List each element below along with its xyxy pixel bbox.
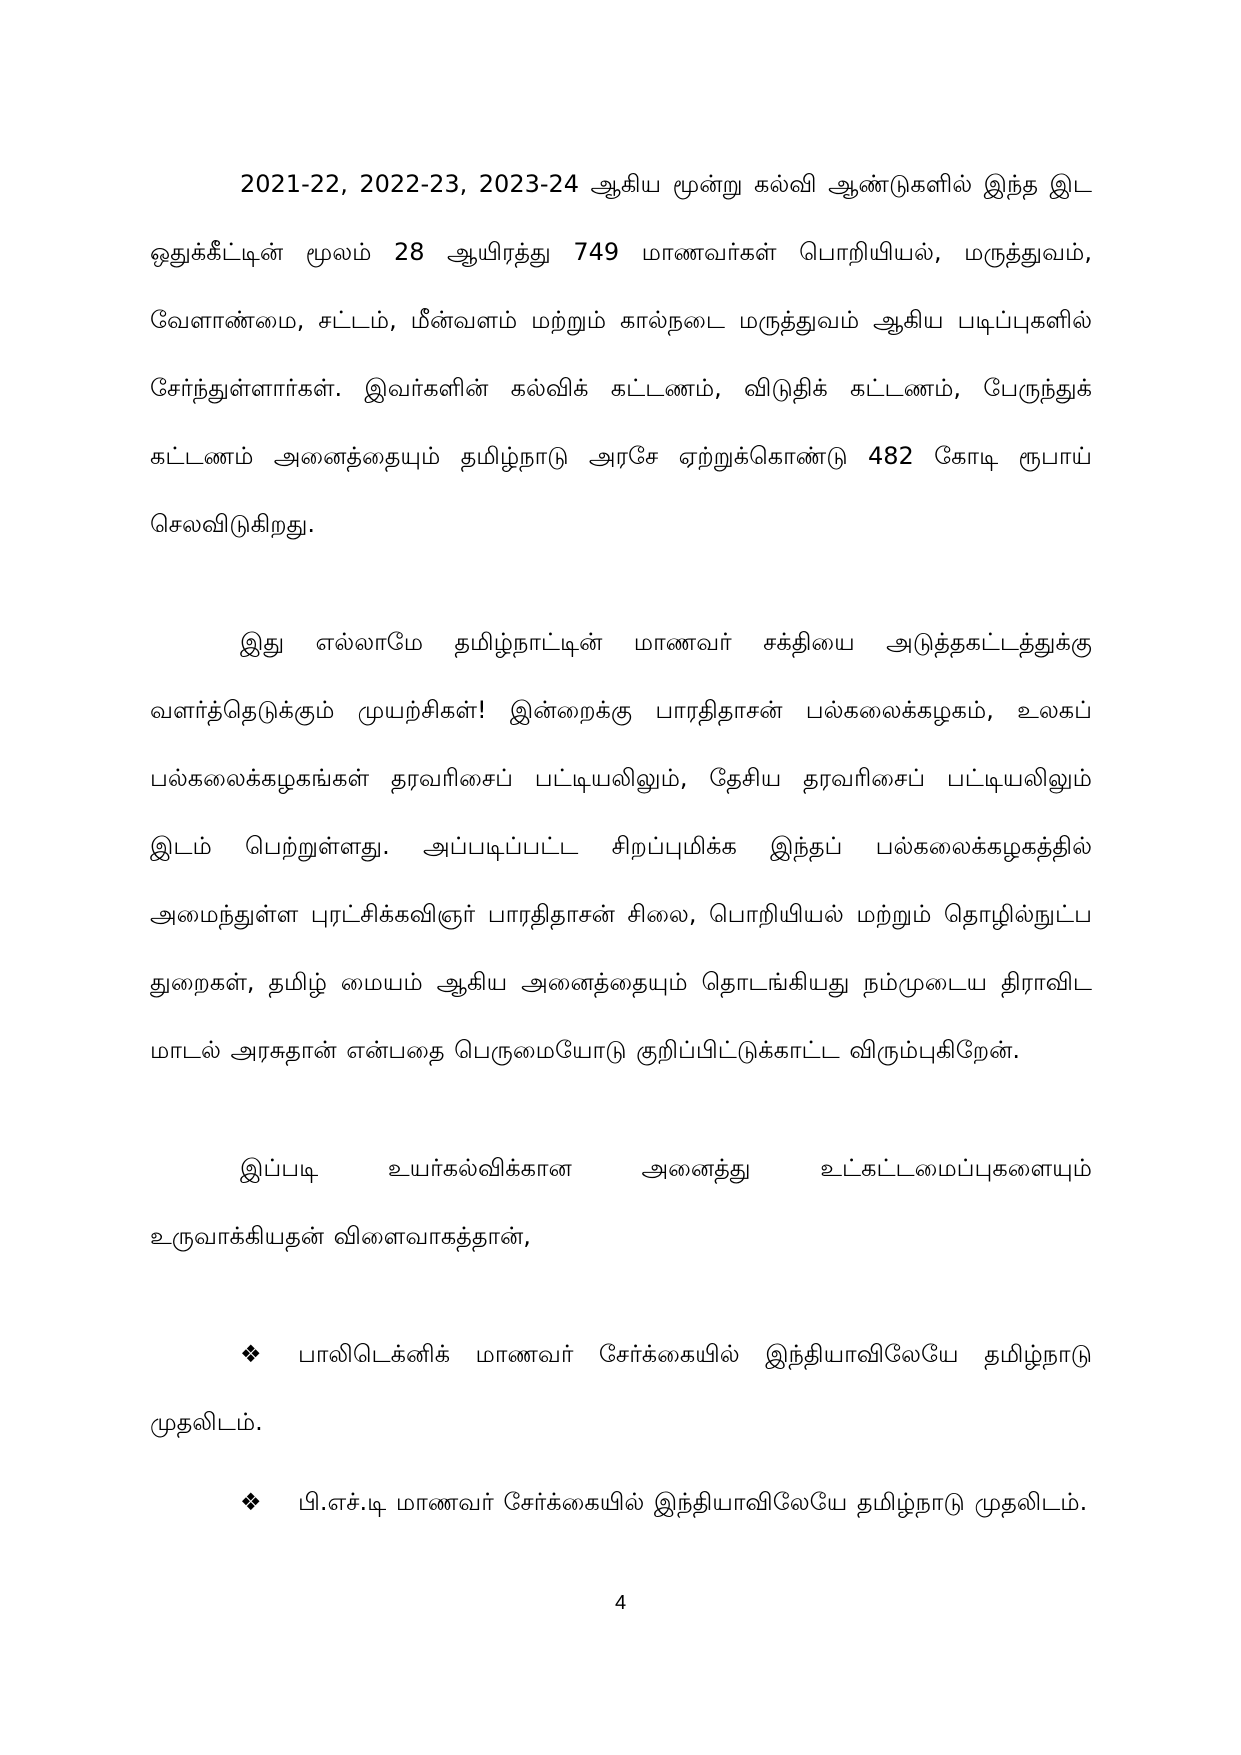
bullet-text-1: பாலிடெக்னிக் மாணவர் சேர்க்கையில் இந்தியாவிலேயே தமிழ்நாடு முதலிடம். <box>150 1340 1092 1436</box>
paragraph-3: இப்படி உயர்கல்விக்கான அனைத்து உட்கட்டமைப்புகளையும் உருவாக்கியதன் விளைவாகத்தான், <box>150 1154 1092 1250</box>
bullet-item-2 <box>150 1468 1092 1536</box>
document-body <box>150 150 1092 1548</box>
paragraph-1: 2021-22, 2022-23, 2023-24 ஆகிய மூன்று கல்வி ஆண்டுகளில் இந்த இட ஒதுக்கீட்டின் மூலம் 28 ஆயிரத்து 749 மாணவர்கள் பொறியியல், மருத்துவம், வேளாண்மை, சட்டம், மீன்வளம் மற்றும் கால்நடை மருத்துவம் ஆகிய படிப்புகளில் சேர்ந்துள்ளார்கள். இவர்களின் கல்விக் கட்டணம், விடுதிக் கட்டணம், பேருந்துக் கட்டணம் அனைத்தையும் தமிழ்நாடு அரசே ஏற்றுக்கொண்டு 482 கோடி ரூபாய் செலவிடுகிறது. <box>150 170 1092 538</box>
diamond-bullet-icon: ❖ <box>240 1340 262 1368</box>
diamond-bullet-icon: ❖ <box>240 1488 262 1516</box>
page-number: 4 <box>614 1592 627 1614</box>
bullet-text-2: பி.எச்.டி மாணவர் சேர்க்கையில் இந்தியாவிலேயே தமிழ்நாடு முதலிடம். <box>298 1488 1088 1516</box>
bullet-item-1 <box>150 1320 1092 1456</box>
paragraph-2: இது எல்லாமே தமிழ்நாட்டின் மாணவர் சக்தியை அடுத்தகட்டத்துக்கு வளர்த்தெடுக்கும் முயற்சிகள்! இன்றைக்கு பாரதிதாசன் பல்கலைக்கழகம், உலகப் பல்கலைக்கழகங்கள் தரவரிசைப் பட்டியலிலும், தேசிய தரவரிசைப் பட்டியலிலும் இடம் பெற்றுள்ளது. அப்படிப்பட்ட சிறப்புமிக்க இந்தப் பல்கலைக்கழகத்தில் அமைந்துள்ள புரட்சிக்கவிஞர் பாரதிதாசன் சிலை, பொறியியல் மற்றும் தொழில்நுட்ப துறைகள், தமிழ் மையம் ஆகிய அனைத்தையும் தொடங்கியது நம்முடைய திராவிட மாடல் அரசுதான் என்பதை பெருமையோடு குறிப்பிட்டுக்காட்ட விரும்புகிறேன். <box>150 628 1092 1064</box>
